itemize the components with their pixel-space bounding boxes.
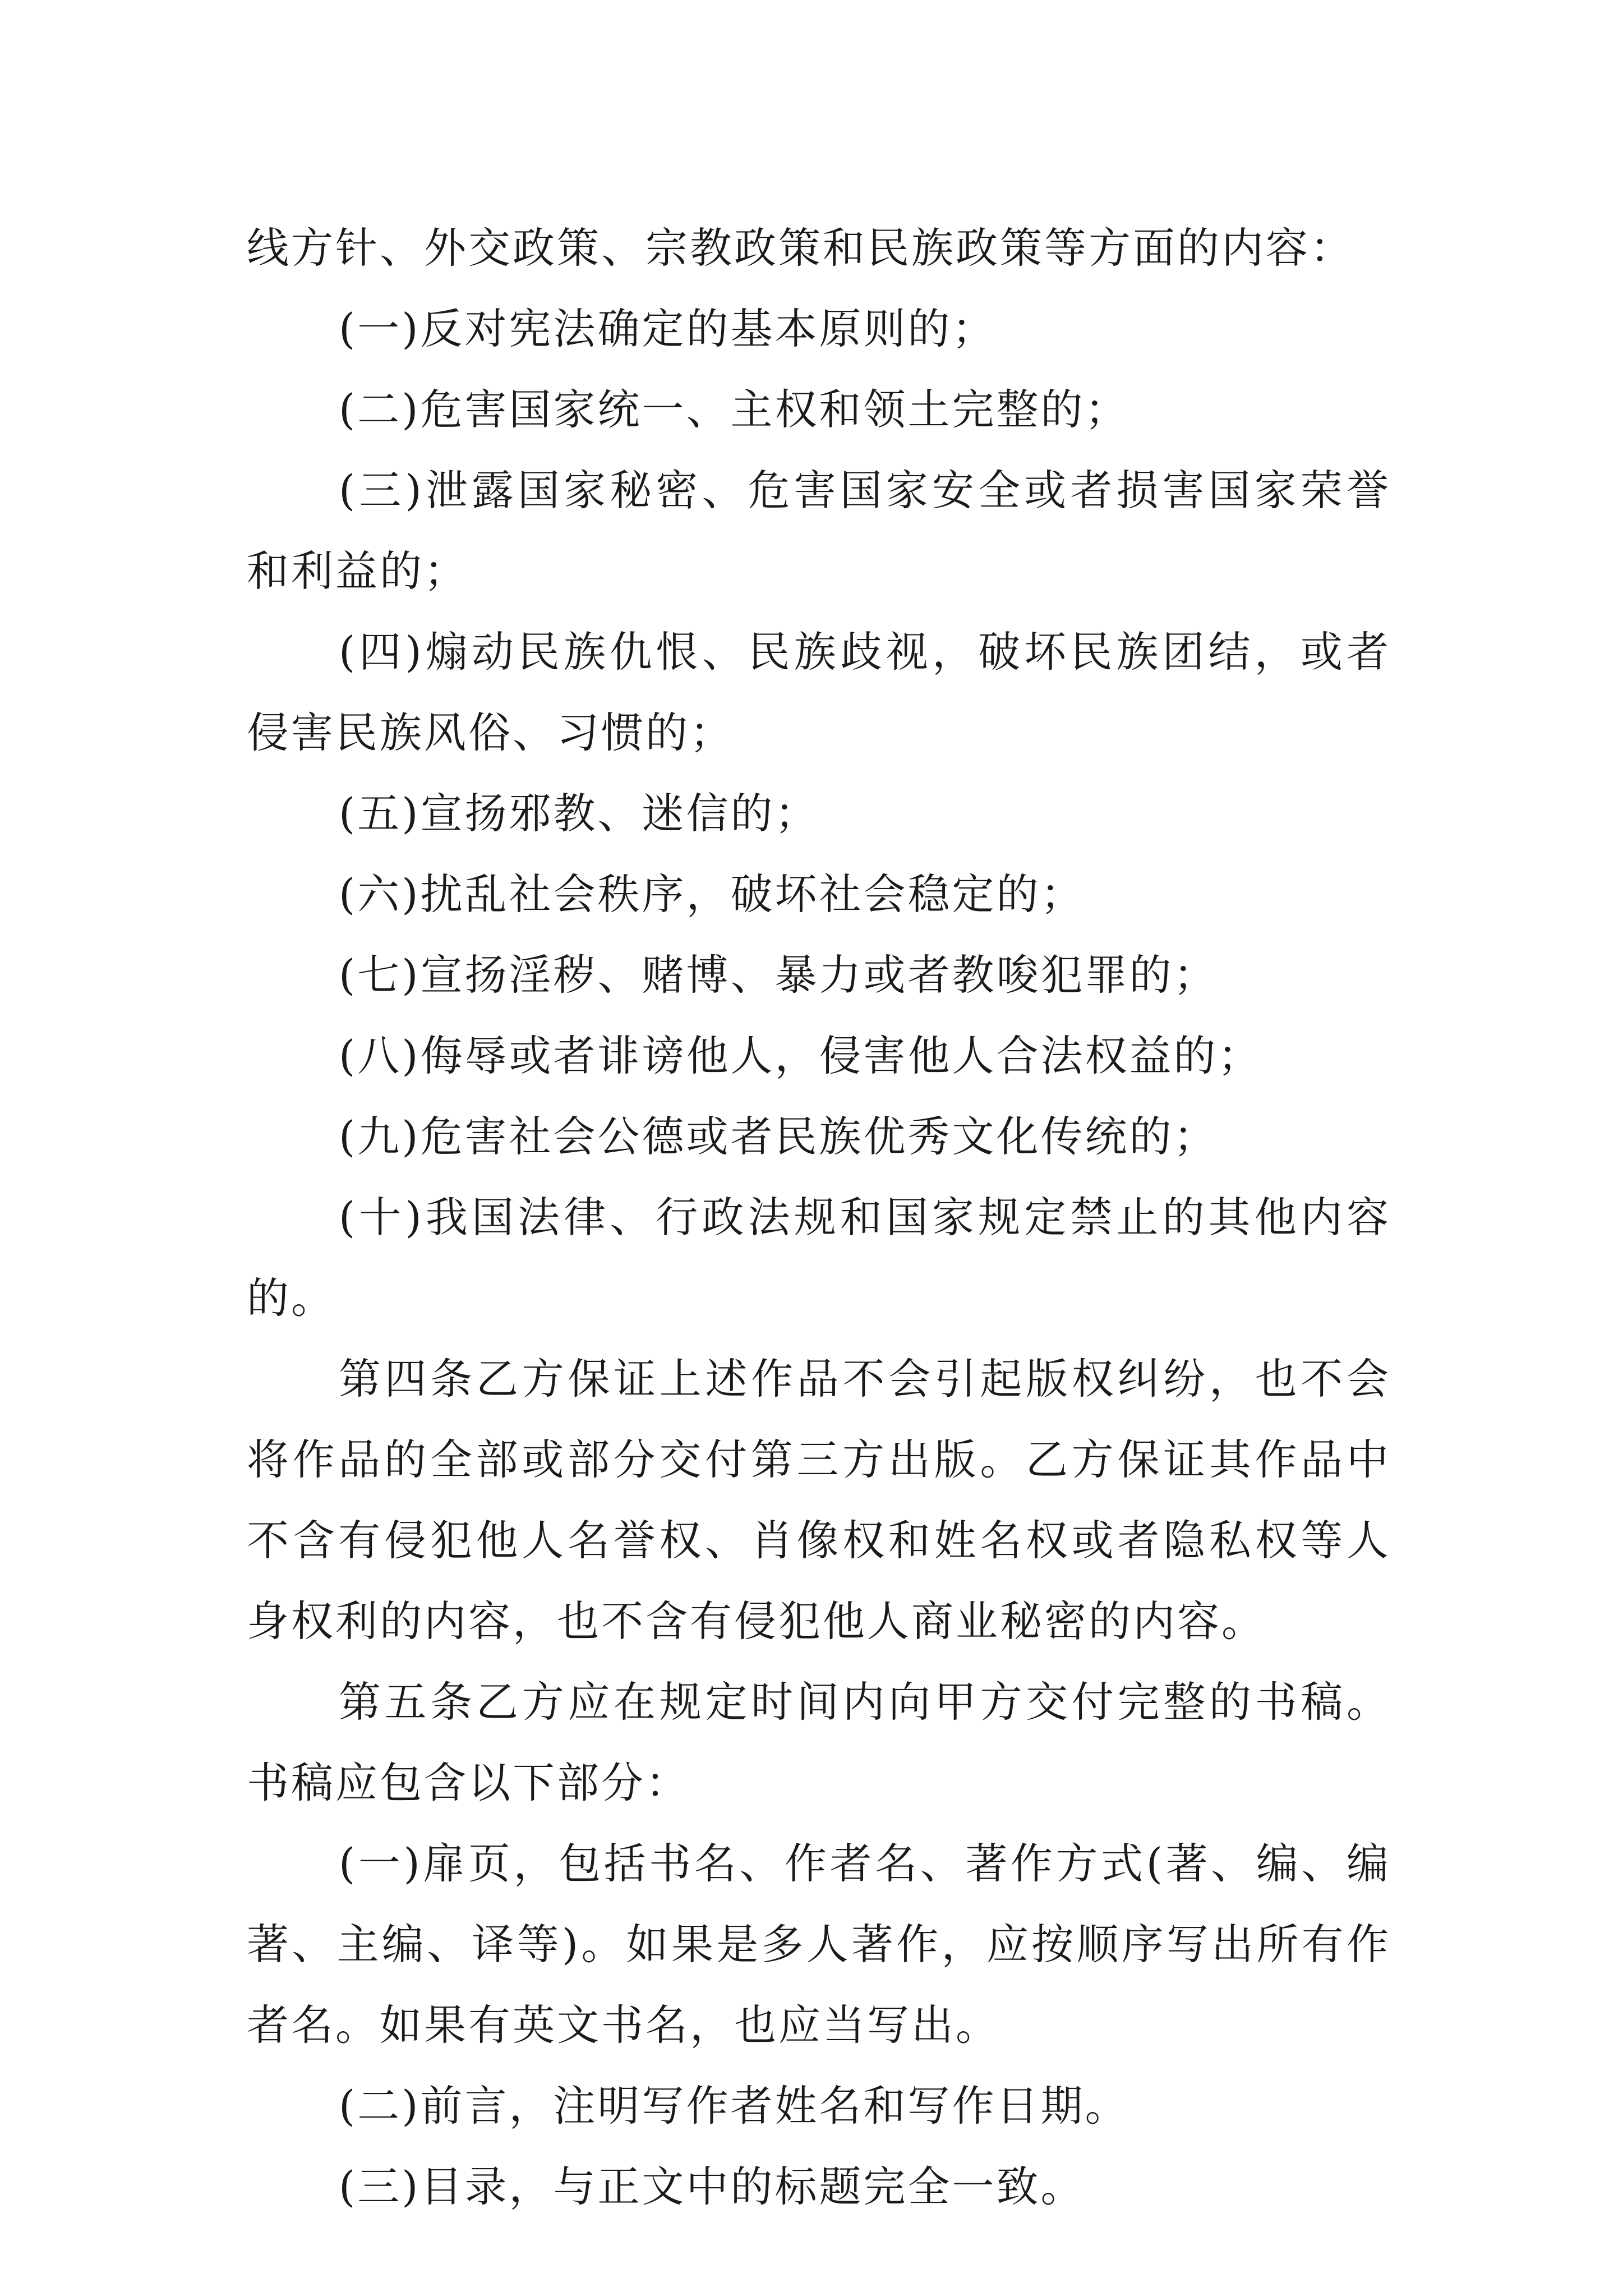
list-item-8: (八)侮辱或者诽谤他人，侵害他人合法权益的； bbox=[339, 1031, 1262, 1080]
article-4: 第四条乙方保证上述作品不会引起版权纠纷，也不会将作品的全部或部分交付第三方出版。乙方保证其作品中不含有侵犯他人名誉权、肖像权和姓名权或者隐私权等人身权利的内容，也不含有侵犯他人商业秘密的内容。 bbox=[247, 1354, 1391, 1646]
list-item-2: (二)危害国家统一、主权和领土完整的； bbox=[339, 385, 1129, 434]
list-item-3: (三)泄露国家秘密、危害国家安全或者损害国家荣誉和利益的； bbox=[247, 466, 1391, 596]
manuscript-item-3: (三)目录，与正文中的标题完全一致。 bbox=[339, 2162, 1085, 2211]
manuscript-item-1: (一)扉页，包括书名、作者名、著作方式(著、编、编著、主编、译等)。如果是多人著作，应按顺序写出所有作者名。如果有英文书名，也应当写出。 bbox=[247, 1839, 1391, 2050]
list-item-5: (五)宣扬邪教、迷信的； bbox=[339, 789, 819, 838]
paragraph-continuation: 线方针、外交政策、宗教政策和民族政策等方面的内容： bbox=[247, 223, 1355, 273]
list-item-7: (七)宣扬淫秽、赌博、暴力或者教唆犯罪的； bbox=[339, 950, 1218, 1000]
manuscript-item-2: (二)前言，注明写作者姓名和写作日期。 bbox=[339, 2081, 1129, 2131]
document-body bbox=[247, 208, 1391, 2227]
article-5: 第五条乙方应在规定时间内向甲方交付完整的书稿。书稿应包含以下部分： bbox=[247, 1677, 1391, 1807]
list-item-10: (十)我国法律、行政法规和国家规定禁止的其他内容的。 bbox=[247, 1193, 1391, 1323]
list-item-4: (四)煽动民族仇恨、民族歧视，破坏民族团结，或者侵害民族风俗、习惯的； bbox=[247, 627, 1391, 757]
list-item-1: (一)反对宪法确定的基本原则的； bbox=[339, 304, 997, 353]
list-item-6: (六)扰乱社会秩序，破坏社会稳定的； bbox=[339, 869, 1085, 919]
list-item-9: (九)危害社会公德或者民族优秀文化传统的； bbox=[339, 1112, 1218, 1161]
